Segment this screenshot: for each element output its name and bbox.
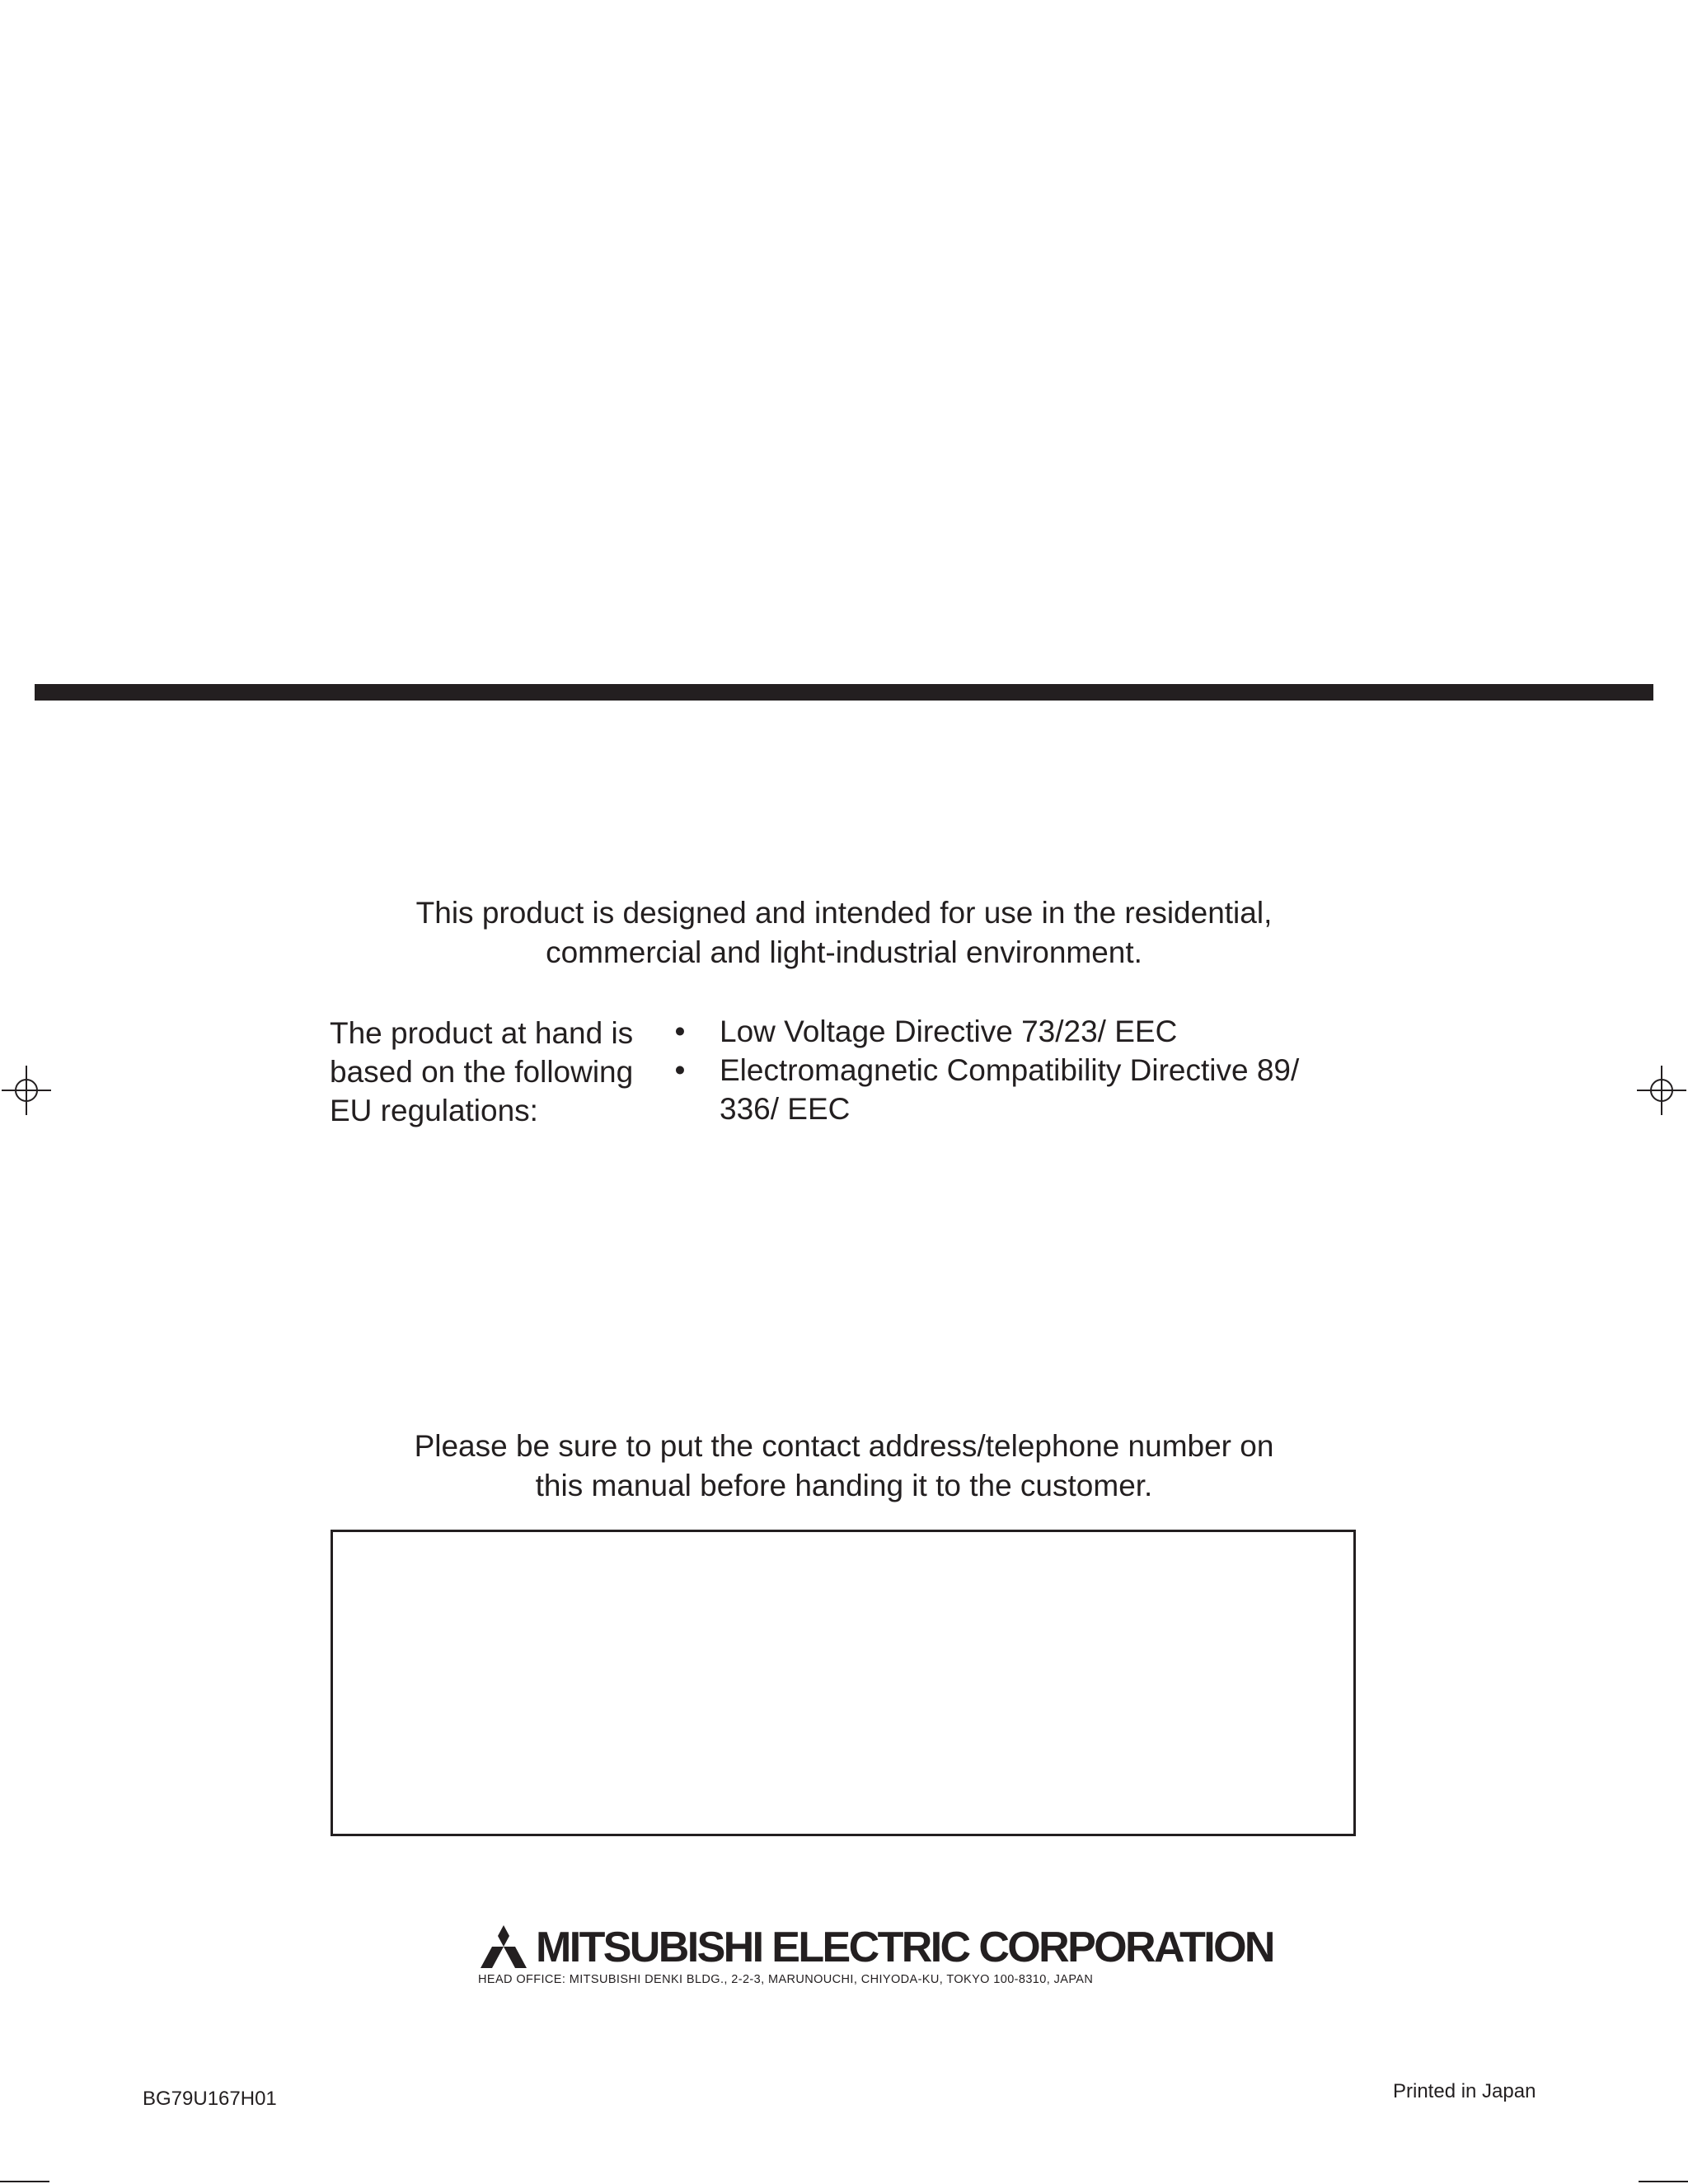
directive-text: Electromagnetic Compatibility Directive 89/ 336/ EEC <box>720 1053 1300 1126</box>
printed-in-label: Printed in Japan <box>1393 2080 1536 2102</box>
crop-mark <box>1639 2181 1688 2182</box>
registration-mark-icon <box>2 1066 51 1115</box>
directive-list <box>668 1012 1352 1128</box>
bullet-icon: • <box>674 1053 686 1087</box>
contact-instruction-line: Please be sure to put the contact address/telephone number on <box>414 1429 1274 1463</box>
three-diamonds-logo-icon <box>478 1925 529 1971</box>
directive-text: Low Voltage Directive 73/23/ EEC <box>720 1015 1178 1048</box>
contact-address-box <box>331 1530 1356 1836</box>
registration-mark-icon <box>1637 1066 1686 1115</box>
separator-bar <box>35 684 1653 701</box>
company-name: MITSUBISHI ELECTRIC CORPORATION <box>536 1924 1273 1971</box>
bullet-icon: • <box>674 1015 686 1048</box>
regulations-lead-line: based on the following <box>330 1055 634 1089</box>
list-item <box>668 1051 1352 1128</box>
regulations-lead-line: The product at hand is <box>330 1016 634 1050</box>
crop-mark <box>0 2181 49 2182</box>
intended-use-statement <box>288 893 1400 972</box>
contact-instruction <box>288 1427 1400 1506</box>
intended-use-line: This product is designed and intended for use in the residential, <box>415 896 1273 930</box>
head-office-address: HEAD OFFICE: MITSUBISHI DENKI BLDG., 2-2-3, MARUNOUCHI, CHIYODA-KU, TOKYO 100-8310, JAPAN <box>478 1973 1094 1986</box>
company-logo <box>478 1924 1273 1971</box>
document-code: BG79U167H01 <box>143 2088 277 2110</box>
regulations-lead-text <box>330 1014 659 1130</box>
regulations-lead-line: EU regulations: <box>330 1094 538 1127</box>
list-item <box>668 1012 1352 1051</box>
contact-instruction-line: this manual before handing it to the customer. <box>535 1469 1153 1502</box>
intended-use-line: commercial and light-industrial environment. <box>546 935 1142 969</box>
